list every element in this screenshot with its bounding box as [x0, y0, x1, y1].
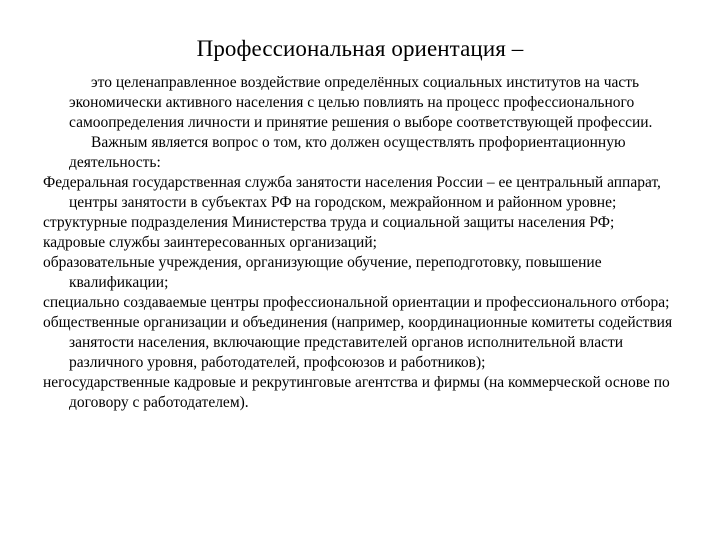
- question-paragraph: Важным является вопрос о том, кто должен осуществлять профориентационную деятельность:: [69, 134, 626, 171]
- slide-title: Профессиональная ориентация –: [196, 36, 524, 61]
- list-item-public-organizations: общественные организации и объединения (например, координационные комитеты содействия занятости населения, включающие представителей органов исполнительной власти различного уровня, работодателей, профсоюзов и работников);: [43, 314, 673, 371]
- list-item-recruiting-agencies: негосударственные кадровые и рекрутинговые агентства и фирмы (на коммерческой основе по договору с работодателем).: [43, 374, 670, 411]
- list-item-hr-services: кадровые службы заинтересованных организаций;: [43, 234, 377, 251]
- slide-body: [43, 73, 683, 413]
- definition-paragraph: это целенаправленное воздействие определённых социальных институтов на часть экономически активного населения с целью повлиять на процесс профессионального самоопределения личности и принятие решения о выборе соответствующей профессии.: [69, 74, 653, 131]
- list-item-federal-service: Федеральная государственная служба занятости населения России – ее центральный аппарат, центры занятости в субъектах РФ на городском, межрайонном и районном уровне;: [43, 174, 661, 211]
- list-item-guidance-centers: специально создаваемые центры профессиональной ориентации и профессионального отбора;: [43, 294, 670, 311]
- list-item-ministry: структурные подразделения Министерства труда и социальной защиты населения РФ;: [43, 214, 615, 231]
- list-item-educational-institutions: образовательные учреждения, организующие обучение, переподготовку, повышение квалификации;: [43, 254, 602, 291]
